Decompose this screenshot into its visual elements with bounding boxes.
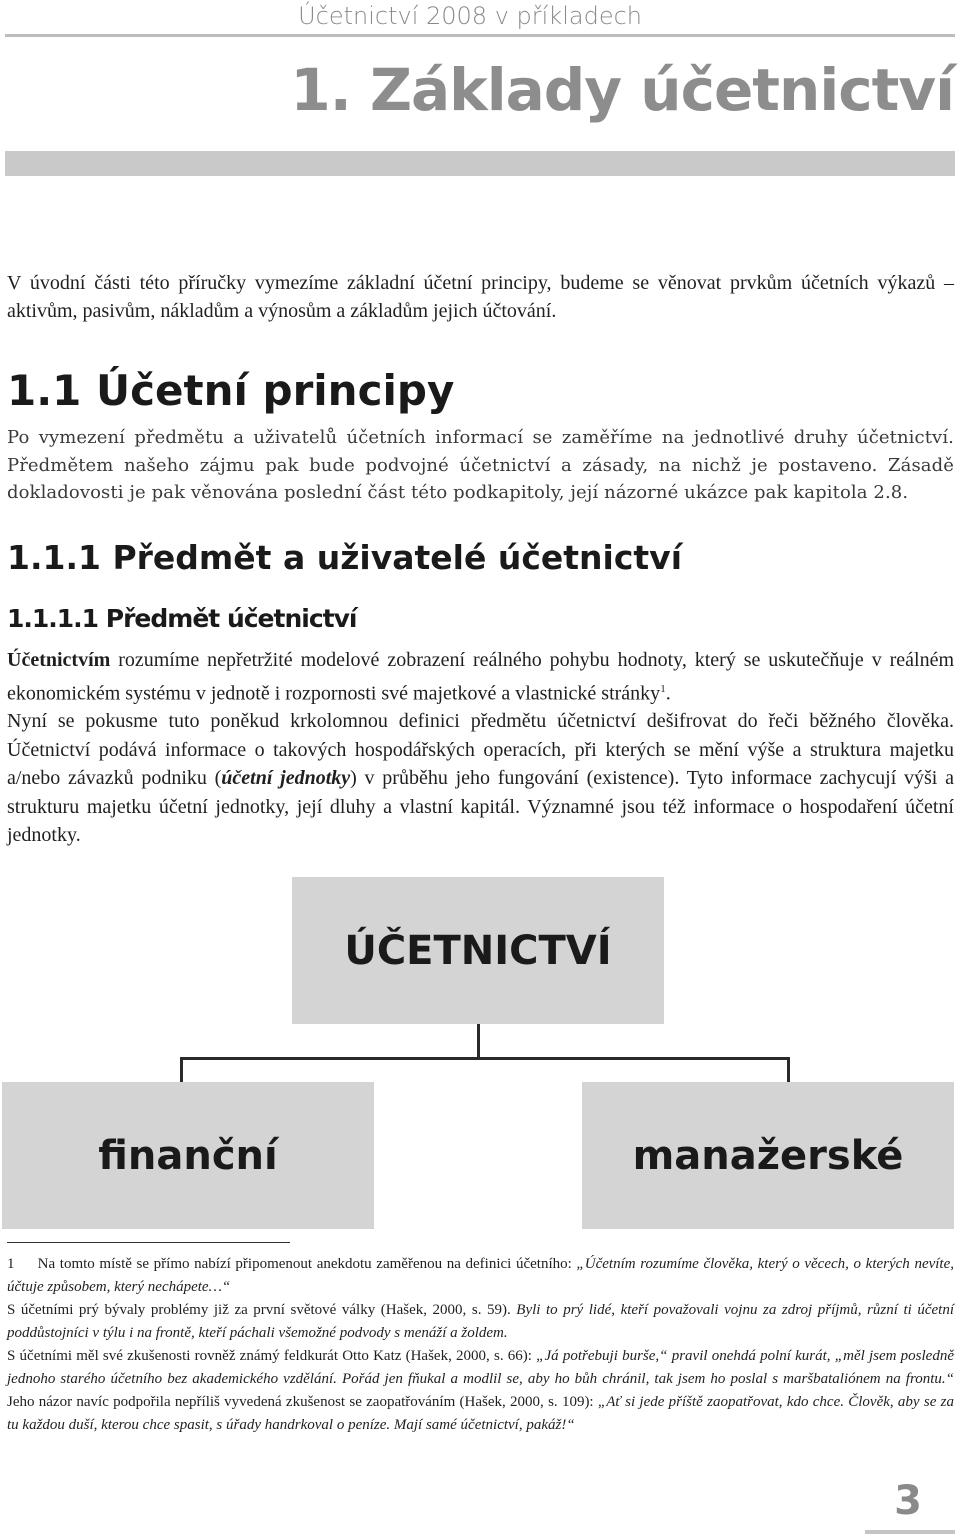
footnote-text-3a: S účetními měl své zkušenosti rovněž známý feldkurát Otto Katz (Hašek, 2000, s. 66): bbox=[7, 1348, 537, 1364]
accounting-unit-term: účetní jednotky bbox=[221, 767, 351, 789]
page-number: 3 bbox=[894, 1478, 922, 1524]
footnote-ref[interactable]: 1 bbox=[660, 682, 666, 695]
diagram-connector-vertical bbox=[477, 1024, 480, 1059]
diagram-connector-horizontal bbox=[180, 1057, 790, 1060]
explanation-text-b: ) v průběhu jeho fungování (existence). Tyto informace zachycují výši a strukturu majetku účetní jednotky, její dluhy a vlastní kapitál. Významné jsou též informace o hospodaření účetní jednotky. bbox=[7, 767, 954, 846]
intro-paragraph: V úvodní části této příručky vymezíme základní účetní principy, budeme se věnovat prvkům účetních výkazů – aktivům, pasivům, nákladům a výnosům a základům jejich účtování. bbox=[7, 272, 954, 322]
footnote-quote-3b: „Ať si jede příště zaopatřovat, kdo chce. Člověk, aby se za tu každou duší, kterou chce spasit, s úřady handrkoval o peníze. Mají samé účetnictví, pakáž!“ bbox=[7, 1394, 954, 1433]
definition-end: . bbox=[665, 682, 671, 705]
definition-paragraph bbox=[7, 646, 954, 708]
diagram-connector-right bbox=[787, 1057, 790, 1082]
chapter-title: 1. Základy účetnictví bbox=[290, 56, 954, 124]
section-heading-1-1: 1.1 Účetní principy bbox=[7, 366, 455, 415]
footnote-quote-2: Byli to prý lidé, kteří považovali vojnu za zdroj příjmů, různí ti účetní poddůstojníci v týlu i na frontě, kteří páchali všemožné podvody s menáží a žoldem. bbox=[7, 1302, 954, 1341]
running-header: Účetnictví 2008 v příkladech bbox=[298, 2, 642, 30]
diagram-root-box bbox=[292, 877, 664, 1024]
diagram-left-box bbox=[2, 1082, 374, 1229]
footnote-rule bbox=[7, 1242, 290, 1243]
explanation-paragraph bbox=[7, 707, 954, 850]
footnote-number: 1 bbox=[7, 1256, 15, 1272]
footnote-quote-3a: „Já potřebuji burše,“ pravil onehdá polní kurát, „měl jsem posledně jednoho starého účetního bez akademického vzdělání. Pořád jen fňukal a modlil se, aby ho bůh chránil, tak jsem ho poslal s maršbataliónem na frontu.“ bbox=[7, 1348, 954, 1387]
diagram-left-label: finanční bbox=[98, 1132, 278, 1179]
definition-term: Účetnictvím bbox=[7, 649, 111, 671]
diagram-root-label: ÚČETNICTVÍ bbox=[344, 927, 612, 974]
footnote-text-1: Na tomto místě se přímo nabízí připomenout anekdotu zaměřenou na definici účetního: bbox=[37, 1256, 577, 1272]
diagram-connector-left bbox=[180, 1057, 183, 1082]
footnote-2 bbox=[7, 1299, 954, 1345]
diagram-right-box bbox=[582, 1082, 954, 1229]
footnote-1 bbox=[7, 1253, 954, 1299]
footnote-text-2: S účetními prý bývaly problémy již za první světové války (Hašek, 2000, s. 59). bbox=[7, 1302, 517, 1318]
section-heading-1-1-1-1: 1.1.1.1 Předmět účetnictví bbox=[7, 604, 357, 633]
footnote-3 bbox=[7, 1345, 954, 1437]
section-heading-1-1-1: 1.1.1 Předmět a uživatelé účetnictví bbox=[7, 538, 683, 577]
header-rule bbox=[5, 34, 955, 37]
explanation-text-a: Nyní se pokusme tuto poněkud krkolomnou definici předmětu účetnictví dešifrovat do řeči běžného člověka. Účetnictví podává informace o takových hospodářských operacích, při kterých se mění výše a struktura majetku a/nebo závazků podniku ( bbox=[7, 710, 954, 789]
footnote-joke: „Účetním rozumíme člověka, který o věcech, o kterých nevíte, účtuje způsobem, který nechápete…“ bbox=[7, 1256, 954, 1295]
page-number-rule bbox=[865, 1530, 955, 1534]
footnote-text-3b: Jeho názor navíc podpořila nepříliš vyvedená zkušenost se zaopatřováním (Hašek, 2000, s. 109): bbox=[7, 1394, 598, 1410]
section-1-1-paragraph: Po vymezení předmětu a uživatelů účetních informací se zaměříme na jednotlivé druhy účetnictví. Předmětem našeho zájmu pak bude podvojné účetnictví a zásady, na nichž je postaveno. Zásadě dokladovosti je pak věnována poslední část této podkapitoly, její názorné ukázce pak kapitola 2.8. bbox=[7, 427, 954, 503]
chapter-band bbox=[5, 151, 955, 176]
definition-text: rozumíme nepřetržité modelové zobrazení reálného pohybu hodnoty, který se uskutečňuje v reálném ekonomickém systému v jednotě i rozpornosti své majetkové a vlastnické stránky bbox=[7, 649, 954, 705]
diagram-right-label: manažerské bbox=[632, 1132, 904, 1179]
